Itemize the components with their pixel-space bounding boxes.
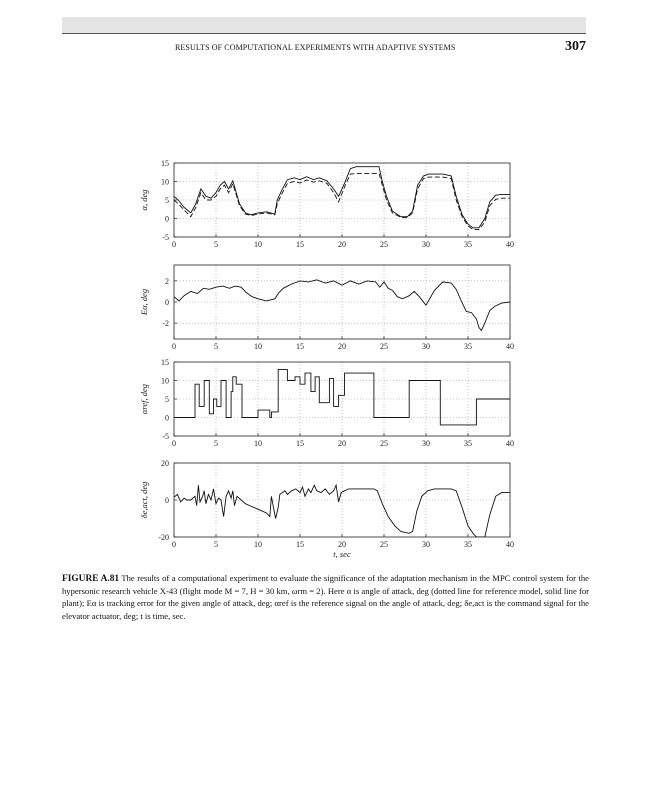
running-head: RESULTS OF COMPUTATIONAL EXPERIMENTS WITH ADAPTIVE SYSTEMS xyxy=(175,43,456,52)
x-tick-label: 30 xyxy=(422,540,430,549)
x-tick-label: 25 xyxy=(380,439,388,448)
x-tick-label: 40 xyxy=(506,342,514,351)
x-tick-label: 0 xyxy=(172,342,176,351)
y-tick-label: -5 xyxy=(162,233,169,242)
x-tick-label: 30 xyxy=(422,439,430,448)
x-tick-label: 0 xyxy=(172,439,176,448)
y-tick-label: 2 xyxy=(165,276,169,286)
plot-3 xyxy=(139,358,514,448)
figure-label: FIGURE A.81 xyxy=(62,574,120,584)
x-axis-label: t, sec xyxy=(333,549,351,559)
y-tick-label: 10 xyxy=(161,376,169,386)
x-tick-label: 5 xyxy=(214,540,218,549)
x-tick-label: 20 xyxy=(338,342,346,351)
plot-2 xyxy=(139,265,514,351)
y-tick-label: 10 xyxy=(161,177,169,187)
y-tick-label: 0 xyxy=(165,298,169,307)
x-tick-label: 40 xyxy=(506,540,514,549)
x-tick-label: 15 xyxy=(296,439,304,448)
x-tick-label: 15 xyxy=(296,342,304,351)
x-tick-label: 25 xyxy=(380,540,388,549)
x-tick-label: 25 xyxy=(380,342,388,351)
caption-text: The results of a computational experiment to evaluate the significance of the adaptation mechanism in the MPC control system for the hypersonic research vehicle X-43 (flight mode M = 7, H = 30 km, ωrm = 2). Here α is angle of attack, deg (dotted line for reference model, solid line for plant); Eα is tracking error for the given angle of attack, deg; αref is the reference signal on the angle of attack, deg; δe,act is the command signal for the elevator actuator, deg; t is time, sec. xyxy=(62,573,589,621)
x-tick-label: 5 xyxy=(214,240,218,249)
x-tick-label: 25 xyxy=(380,240,388,249)
x-tick-label: 0 xyxy=(172,540,176,549)
x-tick-label: 35 xyxy=(464,540,472,549)
y-axis-label: α, deg xyxy=(139,189,149,211)
x-tick-label: 30 xyxy=(422,240,430,249)
y-tick-label: -20 xyxy=(158,533,169,542)
x-tick-label: 15 xyxy=(296,240,304,249)
x-tick-label: 30 xyxy=(422,342,430,351)
y-tick-label: 5 xyxy=(165,196,169,205)
x-tick-label: 20 xyxy=(338,439,346,448)
y-tick-label: 15 xyxy=(161,358,169,367)
x-tick-label: 35 xyxy=(464,342,472,351)
x-tick-label: 10 xyxy=(254,439,262,448)
y-axis-label: δe,act, deg xyxy=(139,481,149,519)
x-tick-label: 20 xyxy=(338,240,346,249)
y-tick-label: -2 xyxy=(162,319,169,329)
plot-1 xyxy=(139,159,514,249)
plot-4 xyxy=(139,459,514,559)
y-tick-label: -5 xyxy=(162,432,169,441)
y-tick-label: 0 xyxy=(165,214,169,224)
y-axis-label: αref, deg xyxy=(139,383,149,415)
x-tick-label: 35 xyxy=(464,439,472,448)
x-tick-label: 40 xyxy=(506,240,514,249)
x-tick-label: 5 xyxy=(214,439,218,448)
y-tick-label: 0 xyxy=(165,413,169,423)
y-tick-label: 20 xyxy=(161,459,169,468)
x-tick-label: 20 xyxy=(338,540,346,549)
x-tick-label: 10 xyxy=(254,240,262,249)
x-tick-label: 10 xyxy=(254,540,262,549)
x-tick-label: 10 xyxy=(254,342,262,351)
y-tick-label: 15 xyxy=(161,159,169,168)
y-tick-label: 5 xyxy=(165,395,169,404)
figure-caption xyxy=(62,572,589,622)
x-tick-label: 0 xyxy=(172,240,176,249)
page-number: 307 xyxy=(565,39,586,54)
y-tick-label: 0 xyxy=(165,496,169,505)
x-tick-label: 40 xyxy=(506,439,514,448)
y-axis-label: Eα, deg xyxy=(139,288,149,316)
x-tick-label: 15 xyxy=(296,540,304,549)
x-tick-label: 5 xyxy=(214,342,218,351)
x-tick-label: 35 xyxy=(464,240,472,249)
